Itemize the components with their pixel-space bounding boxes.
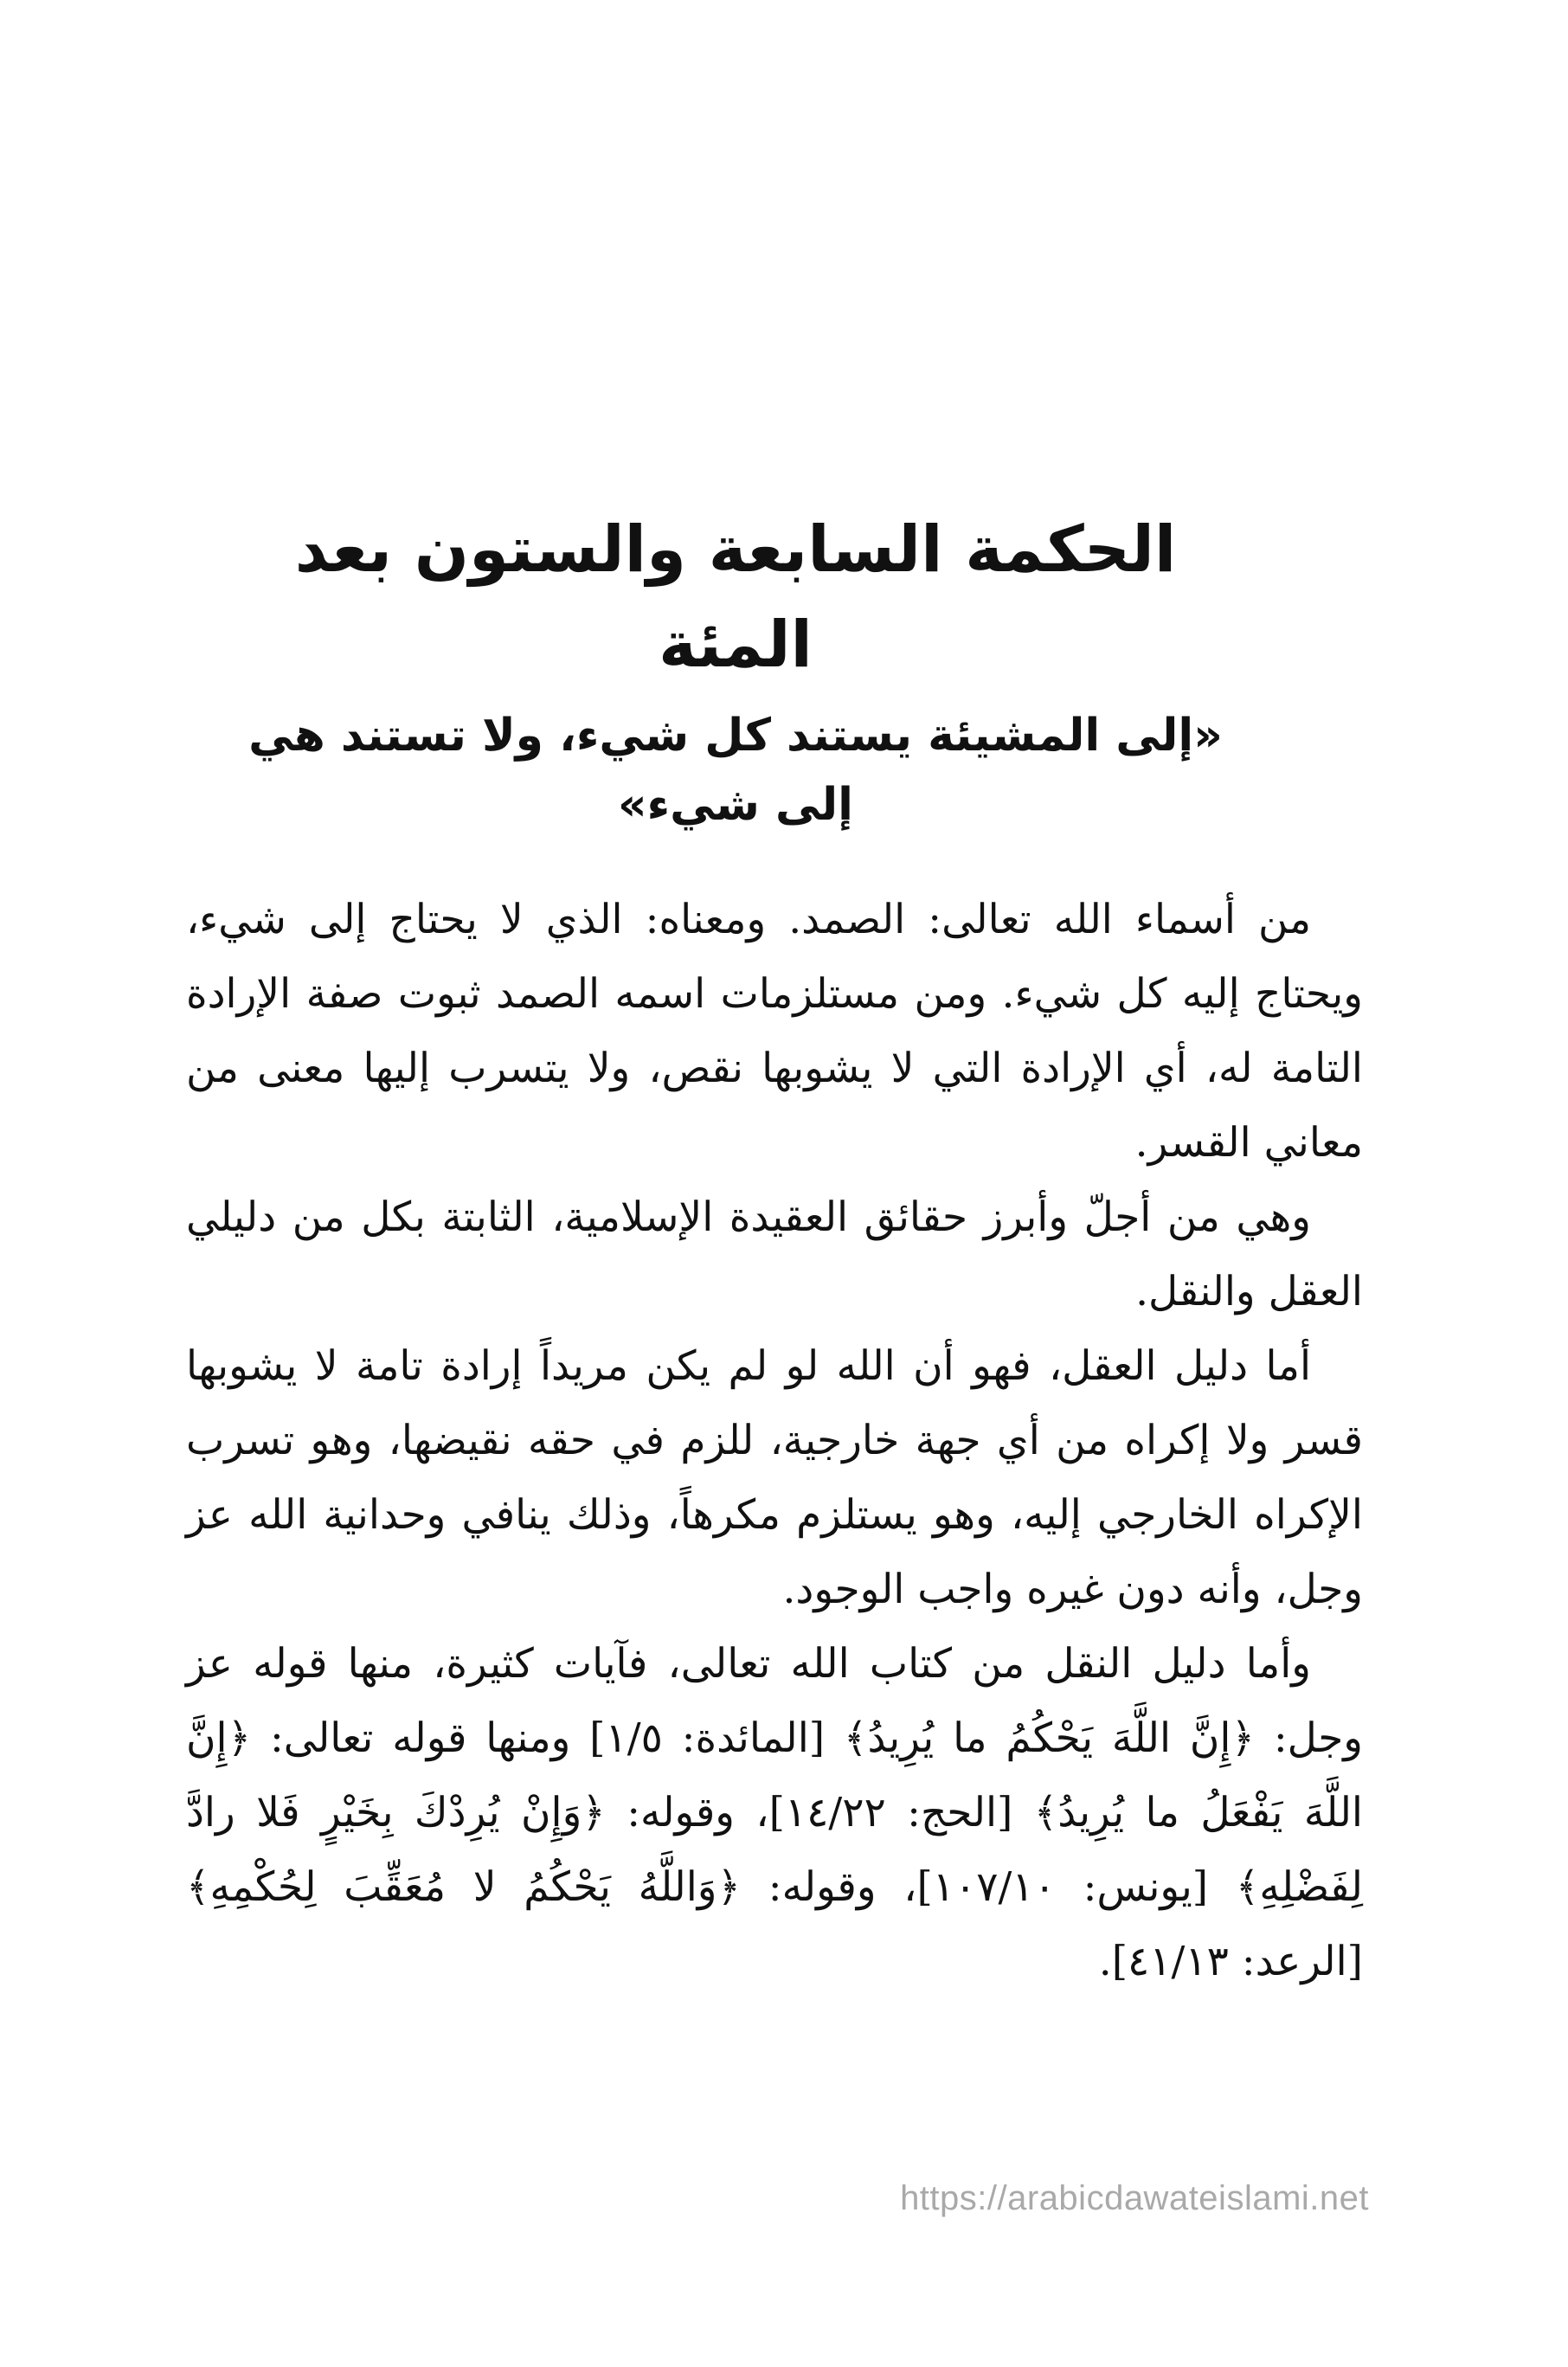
paragraph-samad: من أسماء الله تعالى: الصمد. ومعناه: الذي لا يحتاج إلى شيء، ويحتاج إليه كل شيء. ومن مستلزمات اسمه الصمد ثبوت صفة الإرادة التامة له، أي الإرادة التي لا يشوبها نقص، ولا يتسرب إليها معنى من معاني القسر. [186, 896, 1363, 1167]
watermark-url: https://arabicdawateislami.net [900, 2179, 1369, 2217]
body-text [186, 883, 1363, 1999]
paragraph-scripture-proof: وأما دليل النقل من كتاب الله تعالى، فآيات كثيرة، منها قوله عز وجل: ﴿إِنَّ اللَّهَ يَحْكُمُ ما يُرِيدُ﴾ [المائدة: ١/٥] ومنها قوله تعالى: ﴿إِنَّ اللَّهَ يَفْعَلُ ما يُرِيدُ﴾ [الحج: ١٤/٢٢]، وقوله: ﴿وَإِنْ يُرِدْكَ بِخَيْرٍ فَلا رادَّ لِفَضْلِهِ﴾ [يونس: ١٠٧/١٠]، وقوله: ﴿وَاللَّهُ يَحْكُمُ لا مُعَقِّبَ لِحُكْمِهِ﴾ [الرعد: ٤١/١٣]. [186, 1640, 1363, 1985]
chapter-subtitle: «إلى المشيئة يستند كل شيء، ولا تستند هي إلى شيء» [248, 710, 1223, 831]
chapter-title: الحكمة السابعة والستون بعد المئة [294, 512, 1177, 682]
paragraph-reason-proof: أما دليل العقل، فهو أن الله لو لم يكن مريداً إرادة تامة لا يشوبها قسر ولا إكراه من أي جهة خارجية، للزم في حقه نقيضها، وهو تسرب الإكراه الخارجي إليه، وهو يستلزم مكرهاً، وذلك ينافي وحدانية الله عز وجل، وأنه دون غيره واجب الوجود. [186, 1342, 1363, 1613]
paragraph-creed: وهي من أجلّ وأبرز حقائق العقيدة الإسلامية، الثابتة بكل من دليلي العقل والنقل. [186, 1193, 1363, 1315]
